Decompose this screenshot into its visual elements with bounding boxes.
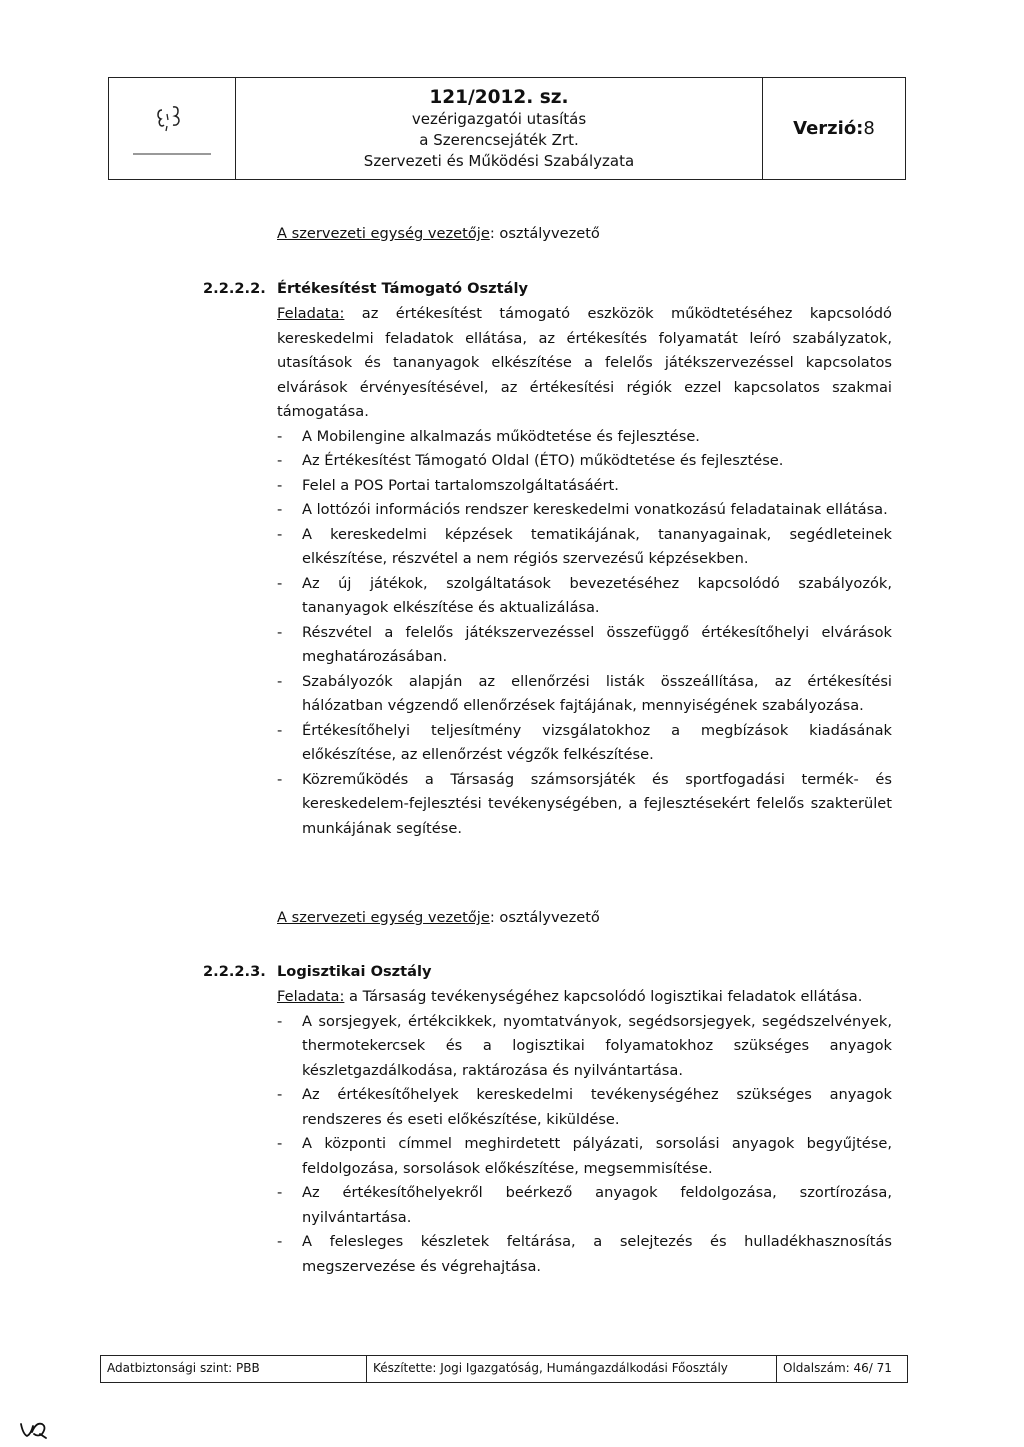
company-name: a Szerencsejáték Zrt. <box>419 131 579 149</box>
handwritten-initials-icon <box>18 1416 52 1440</box>
author: Készítette: Jogi Igazgatóság, Humángazdálkodási Főosztály <box>367 1356 777 1382</box>
task-text: a Társaság tevékenységéhez kapcsolódó logisztikai feladatok ellátása. <box>344 988 863 1005</box>
clover-logo-icon <box>129 84 215 164</box>
task-paragraph <box>277 985 892 1010</box>
document-header <box>108 77 906 180</box>
company-logo <box>109 78 236 179</box>
list-item: - Közreműködés a Társaság számsorsjáték és sportfogadási termék- és kereskedelem-fejlesztési tevékenységében, a fejlesztésekért felelős szakterület munkájának segítése. <box>277 768 892 842</box>
list-item: - A felesleges készletek feltárása, a selejtezés és hulladékhasznosítás megszervezése és végrehajtása. <box>277 1230 892 1279</box>
section-number: 2.2.2.3. <box>203 963 266 980</box>
task-paragraph <box>277 302 892 425</box>
leader-label: A szervezeti egység vezetője <box>277 225 490 242</box>
task-text: az értékesítést támogató eszközök működtetéséhez kapcsolódó kereskedelmi feladatok ellátása, az értékesítés folyamatát leíró szabályzatok, utasítások és tananyagok elkészítése a felelős játékszervezéssel kapcsolatos elvárások érvényesítésével, az értékesítési régiók ezzel kapcsolatos szakmai támogatása. <box>277 305 892 420</box>
section-number: 2.2.2.2. <box>203 280 266 297</box>
list-item: - Felel a POS Portai tartalomszolgáltatásáért. <box>277 474 892 499</box>
page-number: Oldalszám: 46/ 71 <box>783 1361 892 1375</box>
section-title: Logisztikai Osztály <box>277 963 432 980</box>
task-label: Feladata: <box>277 988 345 1005</box>
task-label: Feladata: <box>277 305 345 322</box>
list-item: - A Mobilengine alkalmazás működtetése és fejlesztése. <box>277 425 892 450</box>
section-leader-line <box>277 222 600 247</box>
security-level: Adatbiztonsági szint: PBB <box>101 1356 367 1382</box>
list-item: - A sorsjegyek, értékcikkek, nyomtatványok, segédsorsjegyek, segédszelvények, thermotekercsek és a logisztikai folyamatokhoz szükséges anyagok készletgazdálkodása, raktározása és nyilvántartása. <box>277 1010 892 1084</box>
version-label: Verzió: <box>793 118 864 139</box>
list-item: - Értékesítőhelyi teljesítmény vizsgálatokhoz a megbízások kiadásának előkészítése, az ellenőrzést végzők felkészítése. <box>277 719 892 768</box>
section-body <box>277 985 892 1279</box>
list-item: - A központi címmel meghirdetett pályázati, sorsolási anyagok begyűjtése, feldolgozása, sorsolások előkészítése, megsemmisítése. <box>277 1132 892 1181</box>
list-item: - A kereskedelmi képzések tematikájának, tananyagainak, segédleteinek elkészítése, részvétel a nem régiós szervezésű képzésekben. <box>277 523 892 572</box>
task-list <box>277 425 892 842</box>
list-item: - Részvétel a felelős játékszervezéssel összefüggő értékesítőhelyi elvárások meghatározásában. <box>277 621 892 670</box>
document-footer <box>100 1355 908 1383</box>
leader-role: : osztályvezető <box>489 225 600 242</box>
list-item: - Szabályozók alapján az ellenőrzési listák összeállítása, az értékesítési hálózatban végzendő ellenőrzések fajtájának, mennyiségének szabályozása. <box>277 670 892 719</box>
section-body <box>277 302 892 841</box>
version-box <box>763 78 905 179</box>
list-item: - A lottózói információs rendszer kereskedelmi vonatkozású feladatainak ellátása. <box>277 498 892 523</box>
list-item: - Az Értékesítést Támogató Oldal (ÉTO) működtetése és fejlesztése. <box>277 449 892 474</box>
header-title-block <box>236 78 763 179</box>
section-heading <box>203 277 528 302</box>
section-title: Értékesítést Támogató Osztály <box>277 280 529 297</box>
section-leader-line <box>277 906 600 931</box>
version-value: 8 <box>863 118 875 139</box>
list-item: - Az értékesítőhelyekről beérkező anyagok feldolgozása, szortírozása, nyilvántartása. <box>277 1181 892 1230</box>
document-type: vezérigazgatói utasítás <box>411 110 587 128</box>
section-heading <box>203 960 432 985</box>
task-list <box>277 1010 892 1280</box>
list-item: - Az értékesítőhelyek kereskedelmi tevékenységéhez szükséges anyagok rendszeres és eseti előkészítése, kiküldése. <box>277 1083 892 1132</box>
document-number: 121/2012. sz. <box>429 87 569 108</box>
leader-label: A szervezeti egység vezetője <box>277 909 490 926</box>
document-title: Szervezeti és Működési Szabályzata <box>363 152 635 170</box>
leader-role: : osztályvezető <box>489 909 600 926</box>
list-item: - Az új játékok, szolgáltatások bevezetéséhez kapcsolódó szabályozók, tananyagok elkészítése és aktualizálása. <box>277 572 892 621</box>
